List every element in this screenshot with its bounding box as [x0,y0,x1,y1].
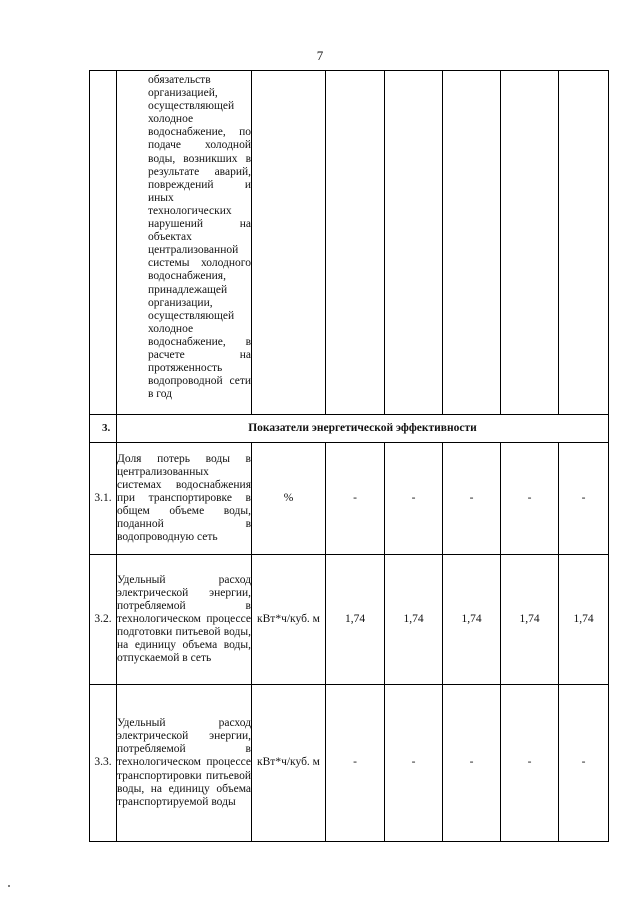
value-cell: - [501,443,559,555]
table-row-3-3 [90,685,609,842]
indicators-table [89,70,609,842]
indicator-description [117,71,252,415]
unit-cell: % [252,443,326,555]
page-number: 7 [316,48,324,63]
row-number: 3.3. [90,685,117,842]
table-row-3-2 [90,555,609,685]
unit-cell: кВт*ч/куб. м [252,685,326,842]
value-cell [326,71,385,415]
value-cell [385,71,443,415]
value-cell: 1,74 [385,555,443,685]
section-number: 3. [90,415,117,443]
indicator-description-text: Доля потерь воды в централизованных системах водоснабжения при транспортировке в общем объеме воды, поданной в водопроводную сеть [117,452,251,544]
value-cell: - [559,685,609,842]
value-cell: - [385,685,443,842]
indicator-description [117,685,252,842]
value-cell: - [559,443,609,555]
value-cell: 1,74 [326,555,385,685]
unit-cell [252,71,326,415]
row-number: 3.2. [90,555,117,685]
indicator-description-text: Удельный расход электрической энергии, потребляемой в технологическом процессе транспортировки питьевой воды, на единицу объема транспортируемой воды [117,717,251,808]
row-number [90,71,117,415]
unit-cell: кВт*ч/куб. м [252,555,326,685]
row-number: 3.1. [90,443,117,555]
indicator-description-text: обязательств организацией, осуществляющей холодное водоснабжение, по подаче холодной воды, возникших в результате аварий, повреждений и иных технологических нарушений на объектах централизованной системы холодного водоснабжения, принадлежащей организации, осуществляющей холодное водоснабжение, в расчете на протяженность водопроводной сети в год [148,74,251,401]
section-title: Показатели энергетической эффективности [117,415,609,443]
indicator-description [117,443,252,555]
table-row-continued [90,71,609,415]
value-cell: - [443,443,501,555]
value-cell [559,71,609,415]
value-cell: - [326,685,385,842]
table-row-3-1 [90,443,609,555]
indicator-description [117,555,252,685]
indicator-description-text: Удельный расход электрической энергии, потребляемой в технологическом процессе подготовки питьевой воды, на единицу объема воды, отпускаемой в сеть [117,573,251,665]
scan-speck [8,885,10,887]
value-cell: 1,74 [559,555,609,685]
value-cell: - [326,443,385,555]
value-cell: 1,74 [443,555,501,685]
value-cell: 1,74 [501,555,559,685]
value-cell [443,71,501,415]
value-cell: - [385,443,443,555]
value-cell [501,71,559,415]
value-cell: - [501,685,559,842]
section-header-row [90,415,609,443]
value-cell: - [443,685,501,842]
